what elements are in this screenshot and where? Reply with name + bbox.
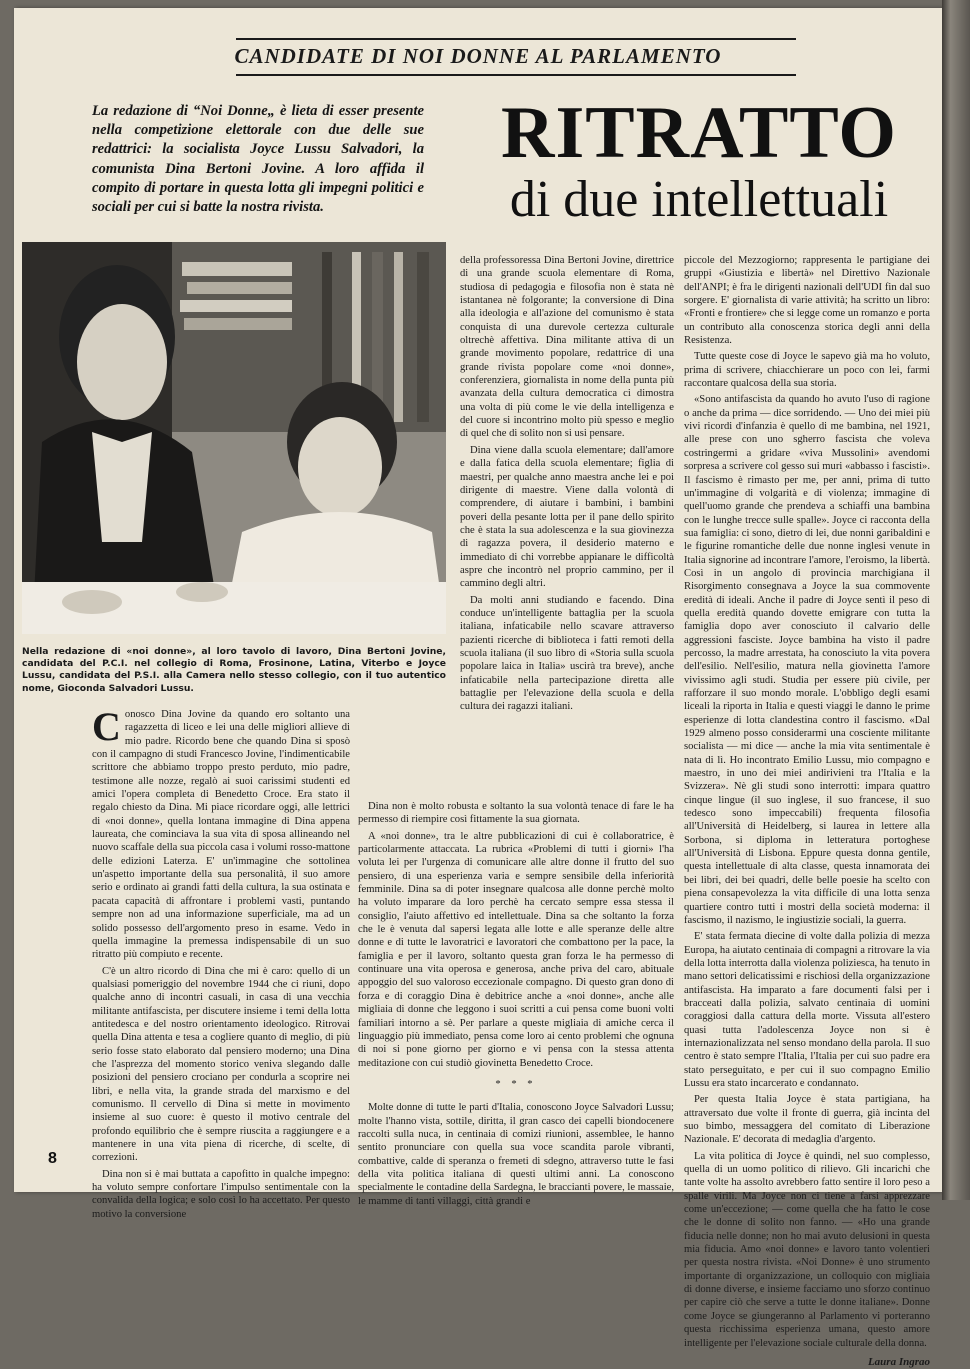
column-2-top [460, 254, 674, 717]
col1-paragraph-1 [92, 704, 350, 962]
col2-paragraph-1: della professoressa Dina Bertoni Jovine, direttrice di una grande scuola elementare di Roma, studiosa di pedagogia e filosofia non è stata nè istantanea nè folgorante; la conversione di Dina alla ideologia e all'azione del comunismo è stata conquista di una durevole certezza culturale oltrechè affettiva. Dina militante attiva di un grande movimento popolare, redattrice di una grande rivista popolare come «noi donne», conferenziera, giornalista in nome della punta più avanzata della cultura democratica ci dimostra una volta di più come le vie della intelligenza e del cuore si incontrino molto più spesso e meglio di quel che di solito non si usi pensare. [460, 255, 674, 440]
col3-paragraph-5: Per questa Italia Joyce è stata partigiana, ha attraversato due volte il fronte di guerra, già incinta del suo bimbo, messaggera del comitato di Liberazione Nazionale. E' decorata di medaglia d'argento. [684, 1094, 930, 1146]
col1-paragraph-1-text: onosco Dina Jovine da quando ero soltanto una ragazzetta di liceo e lei una delle migliori allieve di mio padre. Ricordo bene che quando Dina si sposò con il campagno di studi Francesco Jovine, l'indimenticabile scrittore che abbiamo troppo presto perduto, mio padre, testimone alle nozze, regalò ai suoi carissimi studenti ed amici l'opera completa di Benedetto Croce. Era stato il regalo chiesto da Dina. Mi piace ricordare oggi, alle lettrici di «noi donne», quella lontana immagine di Dina appena laureata, che cominciava la sua vita di sposa allineando nel nuovo scaffale della sua piccola casa i volumi rosso-mattone delle edizioni Laterza. E' un'immagine che sottolinea un'aspetto importante della sua personalità, il suo amore serio e ordinato ai grandi fatti della cultura, la sua ostinata e pacata capacità di affrontare i problemi vasti, puntando sempre non ad una informazione superficiale, ma ad un solido possesso dell'argomento preso in esame. Vedo in quella immagine la premessa indispensabile di un suo ritratto più compiuto e recente. [92, 709, 350, 961]
headline-sub: di due intellettuali [509, 171, 889, 228]
col3-paragraph-6: La vita politica di Joyce è quindi, nel suo complesso, quella di un uomo politico di rilievo. Gli incarichi che tante volte ha assolto avrebbero fatto sentire il loro peso a spalle virili. Ma Joyce non ci tiene a farsi apprezzare come un'eccezione; — come quella che ha fatto le cose che le donne di solito non fanno. — «Ho una grande fiducia nelle donne; non ho mai avuto delusioni in questa mia fiducia. Amo «noi donne» e lavoro tanto volentieri per questa nostra rivista. «Noi Donne» è uno strumento importante di organizzazione, un colloquio con migliaia di donne diverse, e insieme facciamo uno sforzo continuo per capire ciò che serve a tutte le donne italiane». Donne come Joyce se giungeranno al Parlamento vi porteranno questa ricchissima esperienza umana, questo amore intelligente per l'elevazione sociale culturale della donna. [684, 1150, 930, 1349]
binding-edge [942, 0, 970, 1200]
col2b-paragraph-1: Dina non è molto robusta e soltanto la sua volontà tenace di fare le ha permesso di riempire così fittamente la sua giornata. [358, 801, 674, 826]
col3-paragraph-1: piccole del Mezzogiorno; rappresenta le partigiane dei gruppi «Giustizia e libertà» nel Direttivo Nazionale dell'ANPI; è fra le dirigenti nazionali dell'UDI fin dal suo sorgere. E' giornalista di varie attività; ha scritto un libro: «Fronti e frontiere» che si legge come un romanzo e porta un contributo alla conoscenza storica degli anni della Resistenza. [684, 255, 930, 347]
intro-paragraph: La redazione di “Noi Donne„ è lieta di esser presente nella competizione elettorale con due delle sue redattrici: la socialista Joyce Lussu Salvadori, la comunista Dina Bertoni Jovine. A loro affida il compito di portare in questa lotta gli impegni politici e sociali per cui si batte la nostra rivista. [92, 103, 424, 216]
dropcap: C [92, 704, 121, 749]
section-kicker: CANDIDATE DI NOI DONNE AL PARLAMENTO [234, 44, 722, 68]
column-1 [92, 704, 350, 1224]
photo-two-women-at-desk [22, 242, 446, 634]
headline [464, 94, 934, 228]
top-rule [236, 38, 796, 40]
col1-paragraph-3: Dina non si è mai buttata a capofitto in qualche impegno: ha voluto sempre confortare l'impulso sentimentale con la convalida della logica; e solo così lo ha accettato. Per questo motivo la conversione [92, 1168, 350, 1220]
column-2-bottom [358, 800, 674, 1211]
kicker-rule [236, 74, 796, 76]
col2-paragraph-3: Da molti anni studiando e facendo. Dina conduce un'intelligente battaglia per la scuola italiana, infaticabile nello scavare attraverso pazienti ricerche di biblioteca i fatti remoti della scuola italiana (il suo libro di «Storia sulla scuola popolare laica in Italia» uscirà tra breve), anche infaticabile nella partecipazione diretta alle battaglie per l'elevazione della scuola e della cultura dei ragazzi italiani. [460, 594, 674, 713]
page-number: 8 [48, 1150, 57, 1167]
col3-paragraph-4: E' stata fermata diecine di volte dalla polizia di mezza Europa, ha aiutato centinaia di compagni a ritrovare la via della lotta interrotta dalla violenza poliziesca, ha tenuto in mano settori delicatissimi e rischiosi della organizzazione antifascista. Ha imparato a fare documenti falsi per i bracceati dalla polizia, salvato centinaia di uomini coraggiosi dalla cattura della morte. Vissuta all'estero quasi tutta l'adolescenza Joyce non si è internazionalizzata nel senso mondano della parola. Il suo centro è stato sempre l'Italia, l'Italia per cui suo padre era stato perseguitato, e per cui il suo compagno Emilio Lussu era stato incarcerato e condannato. [684, 931, 930, 1089]
magazine-page [14, 8, 942, 1368]
photo-illustration [22, 242, 446, 634]
col2b-paragraph-2: A «noi donne», tra le altre pubblicazioni di cui è collaboratrice, è particolarmente attaccata. La rubrica «Problemi di tutti i giorni» l'ha voluta lei per l'urgenza di comunicare alle altre donne il frutto del suo pensiero, di una esperienza varia e sempre sensibile della inferiorità femminile. Dina sa di poter insegnare qualcosa alle donne perchè molto ha voluto imparare da loro perchè ha cercato sempre essa stessa il consiglio, l'aiuto affettivo ed intellettuale. Dina sa che soltanto la forza che le è venuta dal sapersi legata alle lotte e alle speranze delle altre donne e di tutte le lavoratrici e lavoratori che combattono per la pace, la famiglia e per il lavoro, soltanto questa gran forza le ha permesso di continuare una vita operosa e generosa, anche priva del caro, abituale appoggio del suo valoroso eccezionale compagno. Di questo gran dono di forza e di coraggio Dina è debitrice anche a «noi donne», anche alle migliaia di donne che leggono i suoi scritti a cui pensa come buoni volti familiari intorno a sè. Per parlare a queste migliaia di amiche cerca il linguaggio più immediato, pensa come loro ai cento problemi che ognuna di noi si pone giorno per giorno e vi pensa con la stessa attenta meditazione con cui studiò giovinetta Benedetto Croce. [358, 830, 674, 1069]
col1-paragraph-2: C'è un altro ricordo di Dina che mi è caro: quello di un qualsiasi pomeriggio del novembre 1944 che ci riuni, dopo qualche anno di incontri casuali, in casa di una vecchia militante antifascista, per discutere insieme i temi della lotta antitedesca e del nostro orientamento ideologico. Ritrovai quella Dina attenta e tesa a cogliere quanto di meglio, di più serio fosse stato elaborato dal pensiero moderno; una Dina che l'asprezza del momento storico veniva slegando dalle posizioni del pensiero crociano per condurla a scoprire nei libri, e nella vita, la grande strada del marxismo e del comunismo. Il cervello di Dina si mette in movimento insieme al suo cuore: è questo il motivo centrale del profondo equilibrio che è sempre riuscita a raggiungere e a mantenere in una vita piena di ricerche, di scelte, di correzioni. [92, 965, 350, 1164]
headline-main: RITRATTO [501, 92, 897, 174]
author-signature: Laura Ingrao [867, 1355, 930, 1368]
photo-caption: Nella redazione di «noi donne», al loro tavolo di lavoro, Dina Bertoni Jovine, candidata del P.C.I. nel collegio di Roma, Frosinone, Latina, Viterbo e Joyce Lussu, candidata del P.S.I. alla Camera nello stesso collegio, con il tuo autentico nome, Gioconda Salvadori Lussu. [22, 646, 446, 694]
col3-paragraph-3: «Sono antifascista da quando ho avuto l'uso di ragione o anche da prima — dice sorridendo. — Uno dei miei più vivi ricordi d'infanzia è quello di me bambina, nel 1921, alle prese con uno sgherro fascista che voleva costringermi a gridare «viva Mussolini» avendomi sorpresa a scrivere col gesso sui muri «abbasso i fascisti». Il fascismo è rimasto per me, per anni, prima di tutto un'immagine di volgarità e di violenza; immagine di quell'uomo grande che prendeva a schiaffi una bambina con le lunghe trecce sulle spalle». Joyce ci racconta della sua famiglia: ci sono, dietro di lei, due nonni garibaldini e le figurine romantiche delle due nonne inglesi venute in Italia signorine ad incontrare l'amore, l'eroismo, la libertà. Così in un angolo di provincia marchigiana il Risorgimento consegnava a Joyce la sua commovente eredità di ideali. Anche il padre di Joyce sentì il peso di quella eredità quando dovette emigrare con tutta la famiglia dopo aver conosciuto il calvario delle aggressioni fasciste. Joyce bambina ha visto il padre percosso, la madre arrestata, ha conosciuto la vita povera dell'esilio. Nell'esilio, matura nella giovinetta l'amore vivissimo agli studi. Studia per essere più civile, per rafforzare il suo mondo morale. L'obbligo degli esami liceali la riporta in Italia e questi viaggi le danno le prime esperienze di lotta clandestina contro il fascismo. «Dal 1929 almeno posso considerarmi una cosciente militante socialista — mi dice — anche la mia vita sentimentale è nata di lì. Ho incontrato Emilio Lussu, mio compagno e maestro, in uno dei miei andirivieni tra l'Italia e la Svizzera». Nè gli studi sono interrotti: impara quattro cinque lingue (il suo inglese, il suo francese, il suo tedesco sono impeccabili) frequenta filosofia all'Università di Heidelberg, si laurea in lettere alla Sorbona, si diploma in letteratura portoghese all'Università di Lisbona. Eppure questa donna gentile, questa intellettuale di alta classe, questa innamorata dei bei libri, dei bei quadri, delle belle poesie ha scelto con piena consapevolezza la vita difficile di una lotta senza quartiere contro tutti i mostri della società moderna: il fascismo, il nazismo, le ingiustizie sociali, la guerra. [684, 394, 930, 926]
col2-paragraph-2: Dina viene dalla scuola elementare; dall'amore e dalla fatica della scuola elementare; figlia di maestri, per qualche anno maestra anche lei e poi dirigente di maestre. Viene dalla volontà di comprendere, di aiutare i bambini, i bambini poveri della pesante lotta per il pane dello spirito che è stata la sua adolescenza e la sua giovinezza di ragazza povera, il desiderio materno e immediato di chi vorrebbe appianare le difficoltà aspre che incontrò nel proprio cammino, per il cammino degli altri. [460, 444, 674, 590]
section-separator: * * * [495, 1078, 537, 1090]
col3-paragraph-2: Tutte queste cose di Joyce le sapevo già ma ho voluto, prima di scrivere, chiacchierare un poco con lei, farmi raccontare qualcosa della sua storia. [684, 351, 930, 390]
col2b-paragraph-3: Molte donne di tutte le parti d'Italia, conoscono Joyce Salvadori Lussu; molte l'hanno vista, sottile, diritta, il gran casco dei capelli biondocenere raccolti sulla nuca, in centinaia di comizi riunioni, assemblee, le hanno sentito pronunciare con quella sua voce scandita parole vibranti, combattive, calde di speranza o fremeti di sdegno, attraverso tutte le fasi della vita politica italiana di questi ultimi anni. La conoscono specialmente le contadine della Sardegna, le braccianti povere, le massaie, le mamme di tanti villaggi, città grandi e [358, 1102, 674, 1207]
column-3 [684, 254, 930, 1369]
